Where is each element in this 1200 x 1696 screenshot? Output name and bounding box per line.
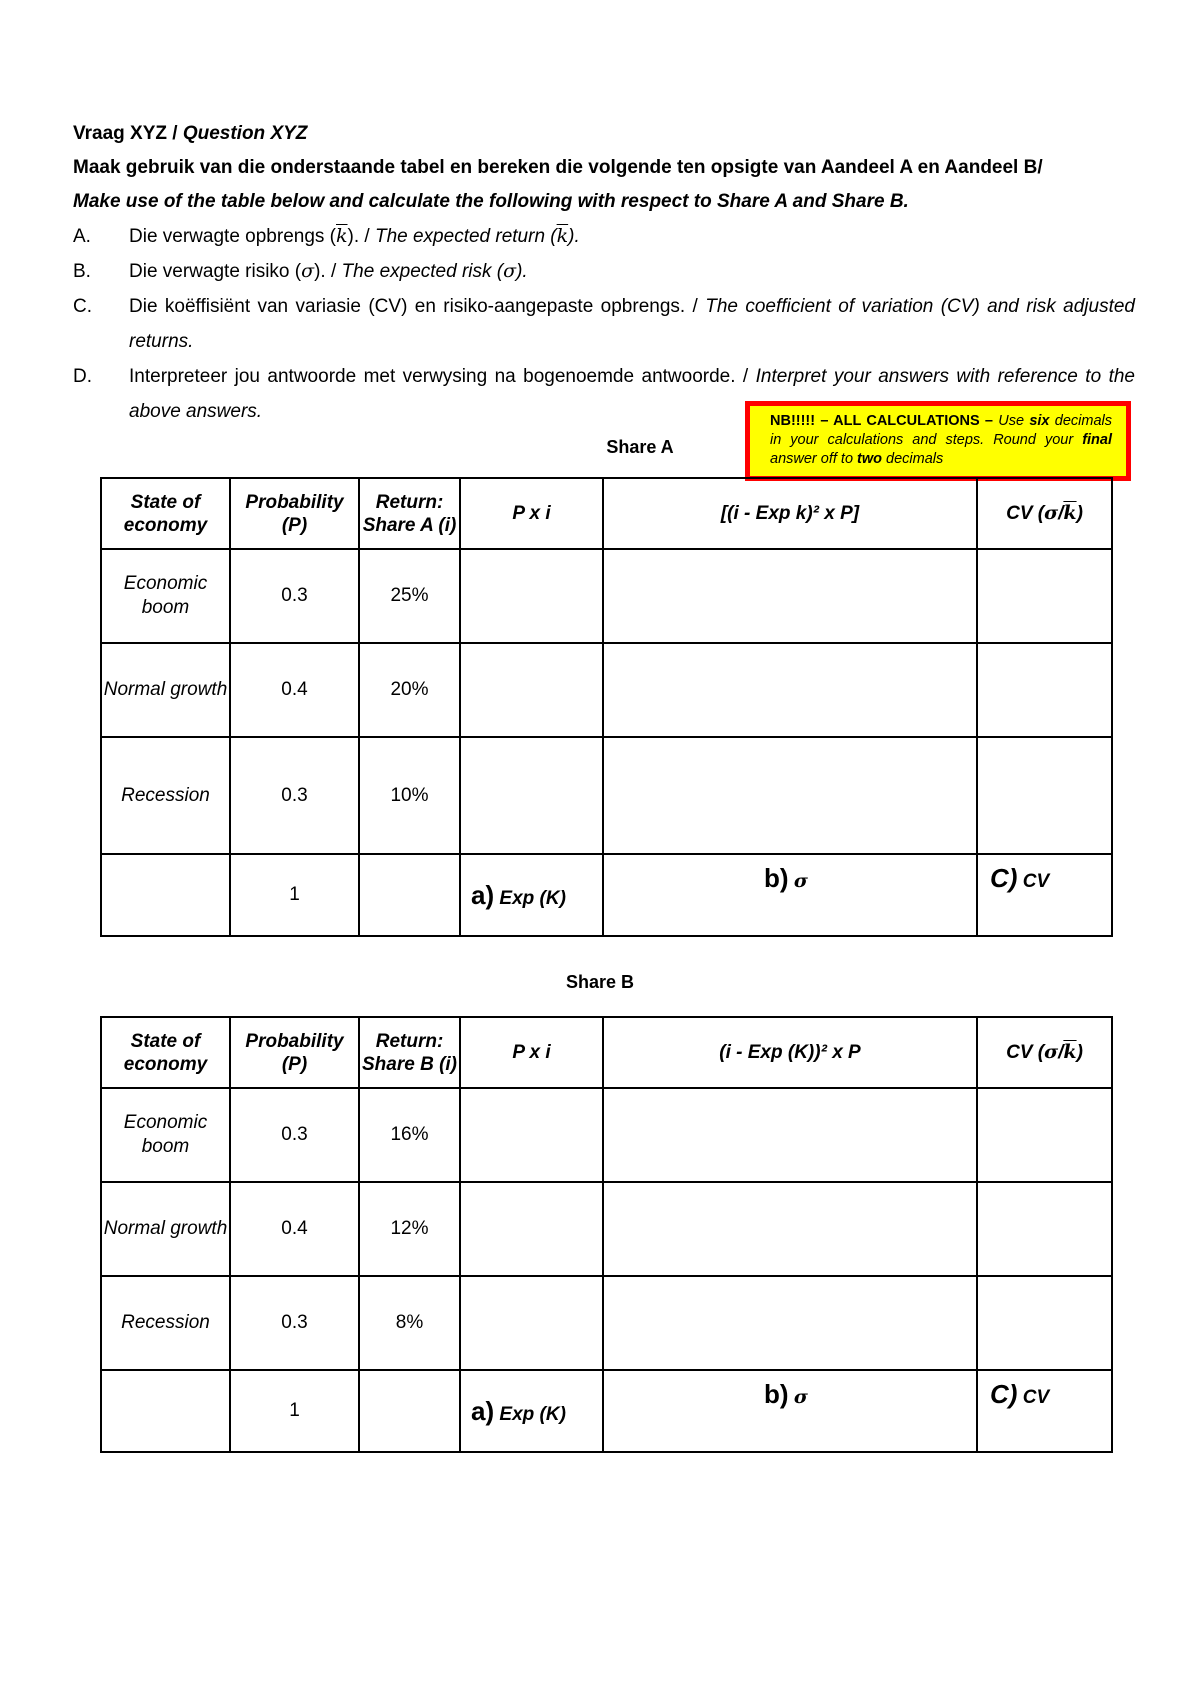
pxi-answer-cell[interactable] [460, 737, 603, 854]
list-item-b [73, 254, 1135, 289]
state-cell: Recession [101, 1276, 230, 1370]
return-cell: 10% [359, 737, 460, 854]
sigma-symbol: σ [301, 260, 315, 282]
state-cell: Normal growth [101, 1182, 230, 1276]
header-return: Return: Share A (i) [359, 478, 460, 549]
item-letter: B. [73, 261, 91, 282]
risk-answer-cell[interactable]: b) σ [603, 1370, 977, 1452]
return-cell: 12% [359, 1182, 460, 1276]
probability-cell: 0.3 [230, 737, 359, 854]
probability-total: 1 [230, 854, 359, 936]
header-cv: CV $(\sigma/\overline{k})$ [977, 1017, 1112, 1088]
instruction-en: Make use of the table below and calculate the following with respect to Share A and Share B. [73, 191, 909, 212]
cv-answer-cell[interactable] [977, 737, 1112, 854]
cv-total-answer-cell[interactable]: C) CV [977, 1370, 1112, 1452]
instruction-af: Maak gebruik van die onderstaande tabel en bereken die volgende ten opsigte van Aandeel A en Aandeel B/ [73, 157, 1043, 178]
sum-empty-cell [101, 1370, 230, 1452]
probability-cell: 0.4 [230, 1182, 359, 1276]
sigma-symbol: σ [503, 260, 517, 282]
table-title-share-b: Share B [565, 972, 635, 992]
pxi-answer-cell[interactable] [460, 1182, 603, 1276]
pxi-answer-cell[interactable] [460, 643, 603, 737]
variance-answer-cell[interactable] [603, 737, 977, 854]
item-letter: D. [73, 366, 92, 387]
pxi-answer-cell[interactable] [460, 1276, 603, 1370]
cv-answer-cell[interactable] [977, 549, 1112, 643]
cv-total-answer-cell[interactable]: C) CV [977, 854, 1112, 936]
item-text: Die verwagte opbrengs $(\overline{k})$. / The expected return $(\overline{k})$. [129, 225, 580, 247]
header-probability: Probability (P) [230, 1017, 359, 1088]
question-title-af: Vraag XYZ / [73, 123, 183, 144]
probability-cell: 0.3 [230, 549, 359, 643]
variance-answer-cell[interactable] [603, 549, 977, 643]
header-state: State of economy [101, 1017, 230, 1088]
header-variance: (i - Exp (K))² x P [603, 1017, 977, 1088]
variance-answer-cell[interactable] [603, 1276, 977, 1370]
header-cv: CV $(\sigma/\overline{k})$ [977, 478, 1112, 549]
state-cell: Economic boom [101, 549, 230, 643]
table-row [101, 643, 1112, 737]
probability-cell: 0.3 [230, 1276, 359, 1370]
header-return: Return: Share B (i) [359, 1017, 460, 1088]
expected-return-answer-cell[interactable]: a) Exp (K) [460, 854, 603, 936]
note-heading: NB!!!!! – ALL CALCULATIONS – [770, 413, 993, 429]
table-row [101, 737, 1112, 854]
cv-answer-cell[interactable] [977, 1182, 1112, 1276]
cv-answer-cell[interactable] [977, 1088, 1112, 1182]
pxi-answer-cell[interactable] [460, 1088, 603, 1182]
item-letter: C. [73, 296, 92, 317]
question-block [73, 117, 1135, 429]
variance-answer-cell[interactable] [603, 1088, 977, 1182]
list-item-a [73, 219, 1135, 254]
question-title-en: Question XYZ [182, 123, 308, 144]
share-a-table [100, 477, 1113, 937]
item-text: Die verwagte risiko (σ). / The expected risk (σ). [129, 260, 528, 282]
share-b-table [100, 1016, 1113, 1453]
sum-empty-cell [101, 854, 230, 936]
header-pxi: P x i [460, 478, 603, 549]
table-title-share-a: Share A [606, 437, 674, 457]
list-item-c [73, 289, 1135, 359]
k-bar-symbol: $\overline{k}$ [556, 225, 569, 247]
probability-total: 1 [230, 1370, 359, 1452]
state-cell: Economic boom [101, 1088, 230, 1182]
table-row [101, 1276, 1112, 1370]
calculation-note-box: NB!!!!! – ALL CALCULATIONS – Use six decimals in your calculations and steps. Round your final answer off to two decimals [745, 401, 1131, 481]
table-sum-row [101, 854, 1112, 936]
table-header-row [101, 1017, 1112, 1088]
table-row [101, 549, 1112, 643]
item-text: Interpreteer jou antwoorde met verwysing na bogenoemde antwoorde. / Interpret your answers with reference to the above answers. [129, 366, 1135, 422]
return-cell: 25% [359, 549, 460, 643]
header-variance: [(i - Exp k)² x P] [603, 478, 977, 549]
return-cell: 8% [359, 1276, 460, 1370]
header-probability: Probability (P) [230, 478, 359, 549]
cv-answer-cell[interactable] [977, 643, 1112, 737]
risk-answer-cell[interactable]: b) σ [603, 854, 977, 936]
table-header-row [101, 478, 1112, 549]
cv-answer-cell[interactable] [977, 1276, 1112, 1370]
question-title [73, 117, 1135, 151]
variance-answer-cell[interactable] [603, 1182, 977, 1276]
table-row [101, 1182, 1112, 1276]
state-cell: Normal growth [101, 643, 230, 737]
item-text: Die koëffisiënt van variasie (CV) en risiko-aangepaste opbrengs. / The coefficient of variation (CV) and risk adjusted returns. [129, 296, 1136, 352]
return-cell: 20% [359, 643, 460, 737]
variance-answer-cell[interactable] [603, 643, 977, 737]
state-cell: Recession [101, 737, 230, 854]
table-row [101, 1088, 1112, 1182]
k-bar-symbol: $\overline{k}$ [336, 225, 348, 247]
header-pxi: P x i [460, 1017, 603, 1088]
probability-cell: 0.4 [230, 643, 359, 737]
pxi-answer-cell[interactable] [460, 549, 603, 643]
header-state: State of economy [101, 478, 230, 549]
return-cell: 16% [359, 1088, 460, 1182]
table-sum-row [101, 1370, 1112, 1452]
sum-empty-cell [359, 854, 460, 936]
item-letter: A. [73, 226, 91, 247]
expected-return-answer-cell[interactable]: a) Exp (K) [460, 1370, 603, 1452]
sum-empty-cell [359, 1370, 460, 1452]
probability-cell: 0.3 [230, 1088, 359, 1182]
